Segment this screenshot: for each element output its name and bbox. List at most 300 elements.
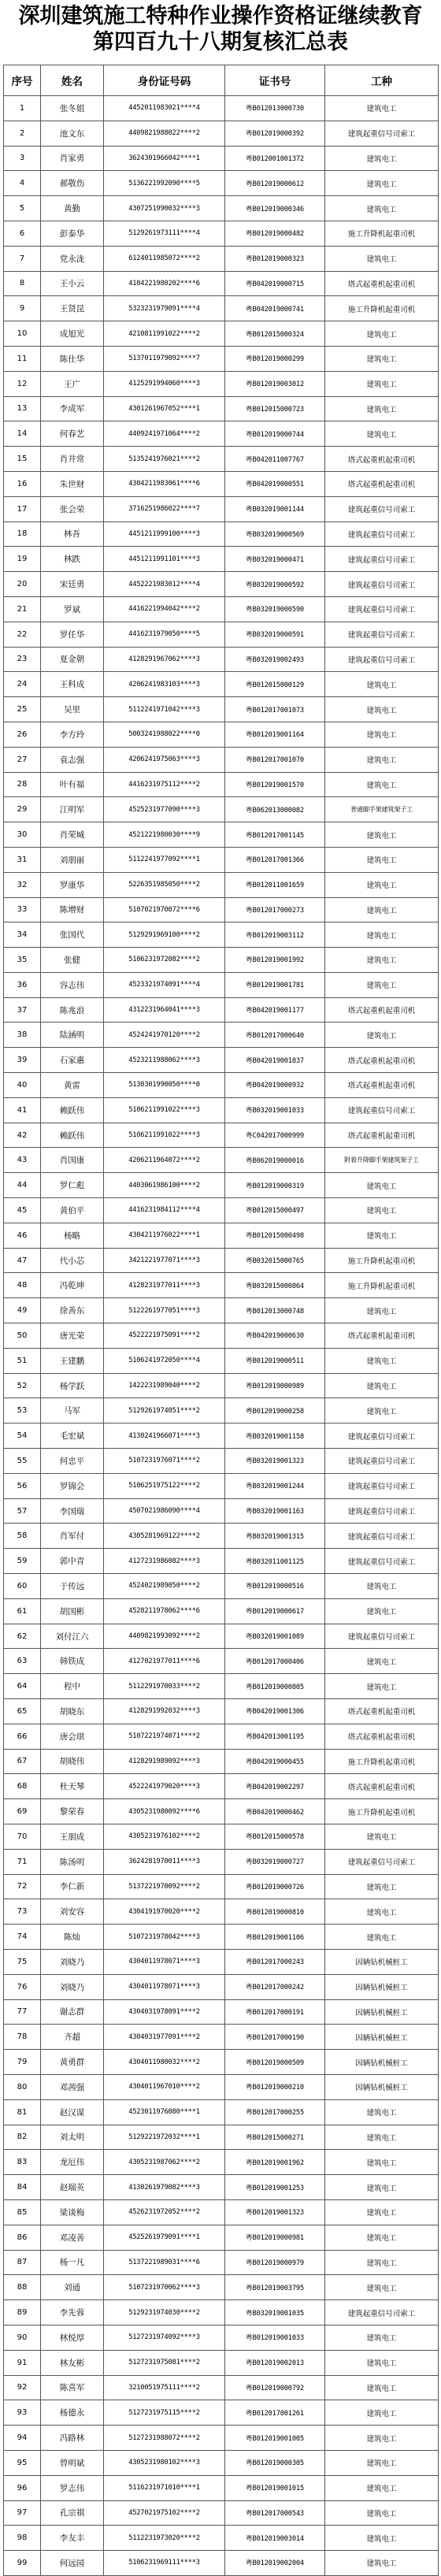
- cell-serial: 69: [4, 1799, 41, 1824]
- cell-certificate-number: 粤B032019001089: [225, 1624, 325, 1649]
- cell-certificate-number: 粤B012019000305: [225, 2450, 325, 2475]
- cell-certificate-number: 粤B012017000255: [225, 2099, 325, 2125]
- cell-serial: 29: [4, 797, 41, 822]
- cell-trade: 建筑电工: [325, 1373, 439, 1398]
- table-row: [4, 2250, 439, 2275]
- cell-trade: 建筑电工: [325, 948, 439, 973]
- table-row: [4, 1824, 439, 1849]
- cell-certificate-number: 粤B042019002297: [225, 1774, 325, 1799]
- cell-trade: 建筑电工: [325, 672, 439, 697]
- cell-id-number: 4522241979020****3: [104, 1774, 225, 1799]
- cell-certificate-number: 粤B012019000323: [225, 246, 325, 271]
- cell-trade: 塔式起重机起重司机: [325, 1774, 439, 1799]
- cell-trade: 建筑电工: [325, 371, 439, 396]
- cell-serial: 57: [4, 1498, 41, 1524]
- cell-serial: 66: [4, 1724, 41, 1749]
- cell-name: 毛宏斌: [41, 1423, 104, 1449]
- table-row: [4, 872, 439, 897]
- cell-serial: 35: [4, 948, 41, 973]
- cell-id-number: 4523011976080****1: [104, 2099, 225, 2125]
- cell-serial: 30: [4, 822, 41, 848]
- cell-id-number: 4304031978091****2: [104, 1999, 225, 2025]
- cell-serial: 62: [4, 1624, 41, 1649]
- cell-name: 陈兆浪: [41, 997, 104, 1023]
- cell-certificate-number: 粤B012019000617: [225, 1598, 325, 1624]
- cell-serial: 37: [4, 997, 41, 1023]
- cell-certificate-number: 粤B012019001253: [225, 2175, 325, 2200]
- table-row: [4, 722, 439, 747]
- table-row: [4, 2150, 439, 2175]
- cell-name: 肖家勇: [41, 146, 104, 171]
- cell-certificate-number: 粤B012015000723: [225, 396, 325, 421]
- table-row: [4, 1699, 439, 1724]
- table-row: [4, 572, 439, 597]
- cell-serial: 32: [4, 872, 41, 897]
- cell-trade: 施工升降机起重司机: [325, 221, 439, 246]
- cell-id-number: 4206241983103****3: [104, 672, 225, 697]
- cell-name: 刘付江六: [41, 1624, 104, 1649]
- cell-certificate-number: 粤B042011007767: [225, 447, 325, 472]
- cell-id-number: 4128291992032****3: [104, 1699, 225, 1724]
- cell-certificate-number: 粤B032019001144: [225, 496, 325, 522]
- cell-id-number: 5130301990050****0: [104, 1073, 225, 1098]
- table-row: [4, 1348, 439, 1373]
- cell-serial: 95: [4, 2450, 41, 2475]
- cell-certificate-number: 粤B032019000590: [225, 596, 325, 622]
- cell-id-number: 4210811991022****2: [104, 321, 225, 347]
- table-row: [4, 1724, 439, 1749]
- cell-certificate-number: 粤B012015000324: [225, 321, 325, 347]
- cell-trade: 普通脚手架建筑架子工: [325, 797, 439, 822]
- cell-trade: 建筑起重信号司索工: [325, 1549, 439, 1574]
- cell-name: 罗斌: [41, 596, 104, 622]
- cell-certificate-number: 粤B012019001106: [225, 1925, 325, 1950]
- cell-id-number: 4525261979091****1: [104, 2225, 225, 2250]
- cell-serial: 97: [4, 2500, 41, 2526]
- cell-certificate-number: 粤B012019001781: [225, 972, 325, 997]
- cell-certificate-number: 粤B042013001195: [225, 1724, 325, 1749]
- cell-id-number: 4128291967062****3: [104, 647, 225, 672]
- table-row: [4, 2199, 439, 2225]
- cell-id-number: 4522221975091****2: [104, 1323, 225, 1349]
- cell-trade: 建筑电工: [325, 2375, 439, 2400]
- cell-serial: 15: [4, 447, 41, 472]
- cell-name: 宋廷勇: [41, 572, 104, 597]
- cell-id-number: 5116231971010****1: [104, 2475, 225, 2500]
- cell-name: 罗锦会: [41, 1473, 104, 1498]
- cell-serial: 83: [4, 2150, 41, 2175]
- cell-trade: 建筑电工: [325, 2526, 439, 2551]
- table-row: [4, 1273, 439, 1298]
- cell-id-number: 4451211991101****3: [104, 547, 225, 572]
- cell-id-number: 5129231974030****2: [104, 2300, 225, 2325]
- cell-certificate-number: 粤B012019000319: [225, 1173, 325, 1198]
- cell-id-number: 4301261967052****1: [104, 396, 225, 421]
- cell-serial: 99: [4, 2551, 41, 2576]
- table-row: [4, 922, 439, 948]
- cell-name: 李友丰: [41, 2526, 104, 2551]
- cell-name: 龙厄伟: [41, 2150, 104, 2175]
- cell-certificate-number: 粤B012019001570: [225, 772, 325, 797]
- cell-serial: 36: [4, 972, 41, 997]
- cell-trade: 建筑电工: [325, 722, 439, 747]
- cell-name: 张健: [41, 948, 104, 973]
- cell-name: 郝敬伤: [41, 171, 104, 196]
- cell-name: 张冬姐: [41, 96, 104, 121]
- cell-certificate-number: 粤B012013000730: [225, 96, 325, 121]
- cell-name: 林悦厚: [41, 2325, 104, 2350]
- cell-certificate-number: 粤B012017001145: [225, 822, 325, 848]
- cell-trade: 建筑电工: [325, 2551, 439, 2576]
- cell-id-number: 5112241977092****1: [104, 847, 225, 872]
- document-title-line-1: 深圳建筑施工特种作业操作资格证继续教育: [18, 4, 423, 28]
- cell-serial: 59: [4, 1549, 41, 1574]
- cell-serial: 11: [4, 346, 41, 371]
- cell-name: 夏金朝: [41, 647, 104, 672]
- cell-serial: 10: [4, 321, 41, 347]
- table-row: [4, 1749, 439, 1774]
- cell-name: 李国瑞: [41, 1498, 104, 1524]
- cell-name: 肖军付: [41, 1524, 104, 1549]
- cell-certificate-number: 粤B032015000864: [225, 1273, 325, 1298]
- table-row: [4, 1473, 439, 1498]
- table-row: [4, 2225, 439, 2250]
- cell-trade: 建筑电工: [325, 1173, 439, 1198]
- cell-trade: 建筑起重信号司索工: [325, 1473, 439, 1498]
- cell-trade: 塔式起重机起重司机: [325, 1724, 439, 1749]
- cell-certificate-number: 粤B012019000612: [225, 171, 325, 196]
- cell-name: 杜天琴: [41, 1774, 104, 1799]
- table-row: [4, 2526, 439, 2551]
- cell-trade: 建筑电工: [325, 822, 439, 848]
- cell-trade: 建筑电工: [325, 171, 439, 196]
- cell-trade: 建筑电工: [325, 2150, 439, 2175]
- cell-certificate-number: 粤B012015000498: [225, 1223, 325, 1248]
- cell-trade: 建筑起重信号司索工: [325, 1498, 439, 1524]
- cell-name: 赖跃伟: [41, 1123, 104, 1148]
- cell-id-number: 3624281970011****3: [104, 1849, 225, 1874]
- cell-certificate-number: 粤B012019002004: [225, 2551, 325, 2576]
- table-row: [4, 1524, 439, 1549]
- cell-serial: 68: [4, 1774, 41, 1799]
- cell-certificate-number: 粤B012019001033: [225, 2325, 325, 2350]
- cell-trade: 建筑起重信号司索工: [325, 596, 439, 622]
- cell-id-number: 4403061986100****2: [104, 1173, 225, 1198]
- cell-name: 陈汤明: [41, 1849, 104, 1874]
- cell-id-number: 4206241975063****3: [104, 747, 225, 772]
- cell-certificate-number: 粤B012017000190: [225, 2025, 325, 2050]
- cell-serial: 41: [4, 1097, 41, 1123]
- table-row: [4, 1874, 439, 1899]
- cell-certificate-number: 粤B012019002013: [225, 2350, 325, 2375]
- cell-certificate-number: 粤B062019000016: [225, 1148, 325, 1173]
- cell-serial: 79: [4, 2050, 41, 2075]
- table-row: [4, 1574, 439, 1599]
- cell-id-number: 4206211964072****2: [104, 1148, 225, 1173]
- cell-serial: 17: [4, 496, 41, 522]
- cell-certificate-number: 粤B032019001244: [225, 1473, 325, 1498]
- cell-certificate-number: 粤B012011001659: [225, 872, 325, 897]
- cell-serial: 45: [4, 1198, 41, 1223]
- cell-trade: 塔式起重机起重司机: [325, 1323, 439, 1349]
- cell-trade: 建筑电工: [325, 897, 439, 922]
- cell-id-number: 4130241966071****3: [104, 1423, 225, 1449]
- cell-id-number: 5129261974051****2: [104, 1398, 225, 1423]
- table-row: [4, 747, 439, 772]
- cell-serial: 82: [4, 2125, 41, 2150]
- cell-id-number: 5127231975081****2: [104, 2350, 225, 2375]
- table-row: [4, 1674, 439, 1699]
- cell-id-number: 5127231988072****2: [104, 2426, 225, 2451]
- cell-certificate-number: 粤B042019000741: [225, 296, 325, 321]
- cell-certificate-number: 粤B032019000727: [225, 1849, 325, 1874]
- cell-name: 罗康华: [41, 872, 104, 897]
- table-row: [4, 672, 439, 697]
- table-row: [4, 96, 439, 121]
- cell-serial: 63: [4, 1649, 41, 1674]
- cell-trade: 因辆钻机械桩工: [325, 2074, 439, 2099]
- cell-serial: 31: [4, 847, 41, 872]
- cell-id-number: 4416231975112****2: [104, 772, 225, 797]
- table-row: [4, 1774, 439, 1799]
- cell-name: 肖荣城: [41, 822, 104, 848]
- cell-id-number: 4304011978071****3: [104, 1949, 225, 1974]
- header-id-number: 身份证号码: [104, 65, 225, 96]
- cell-serial: 85: [4, 2199, 41, 2225]
- cell-trade: 建筑电工: [325, 1574, 439, 1599]
- cell-id-number: 4307251990032****3: [104, 196, 225, 221]
- cell-id-number: 5129261973111****4: [104, 221, 225, 246]
- document-title-line-2: 第四百九十八期复核汇总表: [93, 30, 348, 54]
- table-row: [4, 1023, 439, 1048]
- cell-id-number: 4305281969122****2: [104, 1524, 225, 1549]
- table-row: [4, 146, 439, 171]
- cell-serial: 56: [4, 1473, 41, 1498]
- cell-certificate-number: 粤B042019001177: [225, 997, 325, 1023]
- cell-id-number: 5137221989031****6: [104, 2250, 225, 2275]
- cell-id-number: 5107221974071****2: [104, 1724, 225, 1749]
- cell-id-number: 5112241971042****3: [104, 697, 225, 722]
- cell-name: 王建鹏: [41, 1348, 104, 1373]
- cell-serial: 70: [4, 1824, 41, 1849]
- cell-serial: 27: [4, 747, 41, 772]
- cell-serial: 54: [4, 1423, 41, 1449]
- cell-id-number: 4416231984112****4: [104, 1198, 225, 1223]
- table-row: [4, 1498, 439, 1524]
- cell-name: 陈喜军: [41, 2375, 104, 2400]
- cell-serial: 34: [4, 922, 41, 948]
- table-row: [4, 221, 439, 246]
- table-row: [4, 622, 439, 647]
- cell-trade: 因辆钻机械桩工: [325, 1974, 439, 1999]
- cell-id-number: 4104221980202****6: [104, 271, 225, 296]
- cell-trade: 塔式起重机起重司机: [325, 1048, 439, 1073]
- cell-serial: 88: [4, 2275, 41, 2300]
- cell-trade: 施工升降机起重司机: [325, 1749, 439, 1774]
- cell-trade: 建筑起重信号司索工: [325, 522, 439, 547]
- table-row: [4, 547, 439, 572]
- cell-trade: 建筑电工: [325, 1223, 439, 1248]
- cell-name: 林友彬: [41, 2350, 104, 2375]
- cell-name: 唐光荣: [41, 1323, 104, 1349]
- cell-id-number: 4409241971064****2: [104, 421, 225, 447]
- table-row: [4, 196, 439, 221]
- cell-serial: 39: [4, 1048, 41, 1073]
- cell-name: 党永泷: [41, 246, 104, 271]
- table-row: [4, 1173, 439, 1198]
- cell-serial: 90: [4, 2325, 41, 2350]
- cell-serial: 93: [4, 2400, 41, 2426]
- cell-certificate-number: 粤B012019000989: [225, 1373, 325, 1398]
- cell-serial: 20: [4, 572, 41, 597]
- cell-trade: 建筑起重信号司索工: [325, 572, 439, 597]
- cell-trade: 塔式起重机起重司机: [325, 1123, 439, 1148]
- cell-name: 程中: [41, 1674, 104, 1699]
- cell-name: 王科成: [41, 672, 104, 697]
- cell-serial: 71: [4, 1849, 41, 1874]
- cell-id-number: 5106231972082****2: [104, 948, 225, 973]
- cell-serial: 24: [4, 672, 41, 697]
- cell-certificate-number: 粤B032019001163: [225, 1498, 325, 1524]
- cell-serial: 73: [4, 1899, 41, 1925]
- table-row: [4, 2175, 439, 2200]
- cell-serial: 80: [4, 2074, 41, 2099]
- cell-certificate-number: 粤B062013000082: [225, 797, 325, 822]
- cell-id-number: 5137011979092****7: [104, 346, 225, 371]
- document-title: [0, 0, 441, 55]
- cell-trade: 建筑电工: [325, 1824, 439, 1849]
- cell-serial: 72: [4, 1874, 41, 1899]
- cell-id-number: 4527021975102****2: [104, 2500, 225, 2526]
- cell-id-number: 4524241970120****2: [104, 1023, 225, 1048]
- cell-serial: 22: [4, 622, 41, 647]
- table-row: [4, 1097, 439, 1123]
- cell-name: 陈灿: [41, 1925, 104, 1950]
- cell-name: 杨学跃: [41, 1373, 104, 1398]
- cell-name: 罗任华: [41, 622, 104, 647]
- table-row: [4, 1198, 439, 1223]
- cell-trade: 建筑电工: [325, 346, 439, 371]
- cell-id-number: 4409821988022****2: [104, 121, 225, 146]
- table-row: [4, 697, 439, 722]
- cell-certificate-number: 粤B012019000979: [225, 2250, 325, 2275]
- cell-name: 于传远: [41, 1574, 104, 1599]
- cell-certificate-number: 粤B012019000810: [225, 1899, 325, 1925]
- cell-trade: 建筑电工: [325, 196, 439, 221]
- cell-name: 代小芯: [41, 1248, 104, 1273]
- cell-serial: 89: [4, 2300, 41, 2325]
- cell-name: 胡晓东: [41, 1699, 104, 1724]
- cell-name: 刘朋丽: [41, 847, 104, 872]
- table-row: [4, 2275, 439, 2300]
- cell-id-number: 5106211991022****3: [104, 1097, 225, 1123]
- cell-trade: 建筑电工: [325, 1899, 439, 1925]
- cell-serial: 67: [4, 1749, 41, 1774]
- cell-id-number: 5112231973020****2: [104, 2526, 225, 2551]
- cell-name: 马军: [41, 1398, 104, 1423]
- cell-name: 朱世财: [41, 471, 104, 496]
- cell-trade: 建筑起重信号司索工: [325, 496, 439, 522]
- header-serial: 序号: [4, 65, 41, 96]
- cell-certificate-number: 粤B032019001033: [225, 1097, 325, 1123]
- cell-name: 李成军: [41, 396, 104, 421]
- cell-id-number: 4528211978062****6: [104, 1598, 225, 1624]
- cell-certificate-number: 粤B012017001366: [225, 847, 325, 872]
- table-row: [4, 1248, 439, 1273]
- cell-trade: 建筑起重信号司索工: [325, 647, 439, 672]
- cell-name: 齐超: [41, 2025, 104, 2050]
- table-row: [4, 522, 439, 547]
- cell-name: 陈增财: [41, 897, 104, 922]
- cell-certificate-number: 粤B012015000129: [225, 672, 325, 697]
- table-row: [4, 972, 439, 997]
- cell-id-number: 4125291994060****3: [104, 371, 225, 396]
- table-row: [4, 1148, 439, 1173]
- cell-id-number: 3716251986022****7: [104, 496, 225, 522]
- table-row: [4, 772, 439, 797]
- cell-id-number: 5003241988022****0: [104, 722, 225, 747]
- table-header: [4, 65, 439, 96]
- cell-certificate-number: 粤B012017000191: [225, 1999, 325, 2025]
- cell-certificate-number: 粤B042019000715: [225, 271, 325, 296]
- cell-certificate-number: 粤B012019000346: [225, 196, 325, 221]
- cell-serial: 49: [4, 1298, 41, 1323]
- cell-name: 韩铁成: [41, 1649, 104, 1674]
- table-row: [4, 2400, 439, 2426]
- table-row: [4, 1899, 439, 1925]
- cell-serial: 50: [4, 1323, 41, 1349]
- table-row: [4, 2551, 439, 2576]
- cell-id-number: 4304011978071****3: [104, 1974, 225, 1999]
- cell-name: 王小云: [41, 271, 104, 296]
- cell-trade: 建筑电工: [325, 146, 439, 171]
- cell-id-number: 4130261979082****3: [104, 2175, 225, 2200]
- cell-certificate-number: 粤B012017001070: [225, 747, 325, 772]
- cell-serial: 92: [4, 2375, 41, 2400]
- cell-trade: 建筑电工: [325, 2400, 439, 2426]
- cell-name: 张国代: [41, 922, 104, 948]
- cell-id-number: 4304191970020****2: [104, 1899, 225, 1925]
- cell-certificate-number: 粤B012015000578: [225, 1824, 325, 1849]
- cell-id-number: 5135241976021****2: [104, 447, 225, 472]
- table-row: [4, 271, 439, 296]
- cell-name: 李方玲: [41, 722, 104, 747]
- cell-name: 冯路林: [41, 2426, 104, 2451]
- cell-id-number: 4127021977011****6: [104, 1649, 225, 1674]
- cell-certificate-number: 粤B012019000392: [225, 121, 325, 146]
- cell-name: 石家惠: [41, 1048, 104, 1073]
- cell-name: 刘晓乃: [41, 1949, 104, 1974]
- cell-serial: 44: [4, 1173, 41, 1198]
- cell-trade: 建筑电工: [325, 847, 439, 872]
- cell-name: 胡晓伟: [41, 1749, 104, 1774]
- header-certificate-number: 证书号: [225, 65, 325, 96]
- cell-certificate-number: 粤B032019002493: [225, 647, 325, 672]
- cell-certificate-number: 粤B032019000471: [225, 547, 325, 572]
- cell-id-number: 5129221972032****1: [104, 2125, 225, 2150]
- cell-id-number: 4128291989092****3: [104, 1749, 225, 1774]
- cell-id-number: 4305231987062****2: [104, 2150, 225, 2175]
- cell-serial: 98: [4, 2526, 41, 2551]
- cell-certificate-number: 粤B012001001372: [225, 146, 325, 171]
- cell-serial: 26: [4, 722, 41, 747]
- cell-name: 张会荣: [41, 496, 104, 522]
- cell-serial: 74: [4, 1925, 41, 1950]
- table-row: [4, 647, 439, 672]
- cell-trade: 建筑电工: [325, 321, 439, 347]
- cell-serial: 84: [4, 2175, 41, 2200]
- cell-serial: 75: [4, 1949, 41, 1974]
